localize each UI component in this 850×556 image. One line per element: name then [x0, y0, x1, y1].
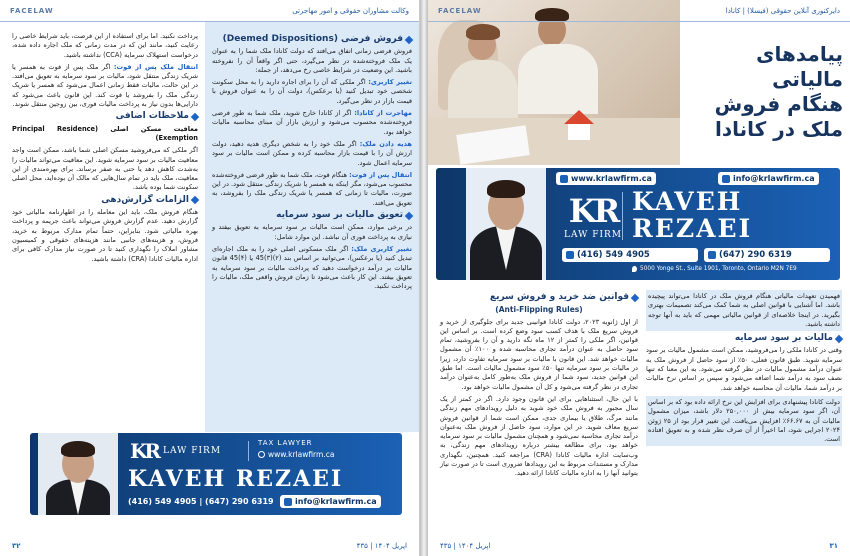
right-page-left-column — [440, 290, 638, 482]
diamond-bullet-icon — [631, 293, 639, 301]
left-header-brand: FACELAW — [10, 6, 54, 15]
paragraph: هنگام فروش ملک، باید این معامله را در اظهارنامه مالیاتی خود گزارش دهید. عدم گزارش فروش می‌تواند باعث جریمه و پرداخت بهره مالیاتی شود. بنابراین، حتماً تمام مدارک مربوط به خرید، فروش، و هزینه‌های جانبی مانند هزینه‌های حقوقی و کمیسیون مشاور املاک را نگهداری کنید تا در صورت نیاز مدارک کافی برای اداره مالیات کانادا (CRA) داشته باشید. — [12, 208, 198, 263]
email-pill[interactable]: info@krlawfirm.ca — [280, 495, 381, 508]
diamond-bullet-icon — [405, 211, 413, 219]
section-heading: تعویق مالیات بر سود سرمایه — [212, 211, 412, 220]
lawyer-name: KAVEH REZAEI — [128, 466, 344, 492]
lawyer-portrait — [38, 433, 118, 515]
website-link[interactable]: www.krlawfirm.ca — [258, 450, 334, 459]
paragraph: وقتی در کانادا ملکی را می‌فروشید، ممکن است مشمول مالیات بر سود سرمایه شوید. طبق قانون فعلی، ۵۰٪ از سود حاصل از فروش ملک به عنوان درآمد مشمول مالیات در نظر گرفته می‌شود. به این معنا که تنها نصف سود به درآمد شما اضافه می‌شود و سپس بر اساس نرخ مالیات بر درآمد شما، مالیات آن محاسبه خواهد شد. — [646, 346, 842, 392]
kr-logo: KR — [130, 439, 159, 463]
globe-icon — [560, 175, 568, 183]
paragraph: اگر ملکی که می‌فروشید مسکن اصلی شما باشد، ممکن است واجد معافیت مالیات بر سود سرمایه شوید. این معافیت می‌تواند مالیات را به‌شدت کاهش دهد یا حتی به صفر برساند. برای بهره‌مندی از این معافیت، ملک باید در تمام سال‌هایی که مالک آن بوده‌اید، محل اصلی سکونت شما بوده باشد. — [12, 146, 198, 192]
tax-lawyer-label: TAX LAWYER — [258, 439, 313, 447]
left-page-footer — [0, 536, 419, 556]
list-item: مهاجرت از کانادا: اگر از کانادا خارج شوید، ملک شما به طور فرضی فروخته‌شده محسوب می‌شود و ارزش بازار آن مبنای محاسبه مالیات خواهد بود. — [212, 109, 413, 136]
list-item: تغییر کاربری: اگر ملکی که آن را برای اجاره دارید را به محل سکونت شخصی خود تبدیل کنید (یا برعکس)، دولت آن را به عنوان فروش با قیمت بازار در نظر می‌گیرد. — [212, 78, 413, 105]
page-gutter — [420, 0, 428, 556]
phone-icon — [708, 251, 716, 259]
phone-pill-1[interactable]: (416) 549 4905 — [562, 248, 698, 262]
left-page-left-column — [12, 32, 198, 267]
left-page — [0, 0, 420, 556]
issue-label: اپریل ۱۴۰۴ | ۴۳۵ — [356, 542, 407, 550]
section-heading: مالیات بر سود سرمایه — [646, 334, 842, 343]
issue-label: اپریل ۱۴۰۴ | ۴۳۵ — [440, 542, 491, 550]
law-firm-ad-banner[interactable] — [30, 433, 402, 515]
paragraph: از اول ژانویه ۲۰۲۳، دولت کانادا قوانینی جدید برای جلوگیری از خرید و فروش سریع ملک با هدف کسب سود وضع کرده است. بر اساس این قوانین، اگر ملکی را کمتر از ۱۲ ماه نگه دارید و آن را بفروشید، تمام سود حاصل به عنوان درآمد تجاری محاسبه شده و ۱۰۰٪ آن مشمول مالیات خواهد شد. این قانون با مالیات بر سود سرمایه تفاوت دارد، زیرا در مالیات بر سود سرمایه تنها ۵۰٪ سود مشمول مالیات است. اما طبق این قوانین جدید، سود شما از فروش ملک به‌طور کامل به‌عنوان درآمد تجاری در نظر گرفته می‌شود و کل آن مشمول مالیات خواهد بود. — [440, 317, 639, 391]
right-page-footer — [428, 536, 850, 556]
email-pill[interactable]: info@krlawfirm.ca — [718, 172, 819, 185]
law-firm-ad-card[interactable] — [436, 168, 840, 280]
house-model-icon — [568, 122, 590, 140]
diamond-bullet-icon — [191, 196, 199, 204]
right-header-brand: FACELAW — [438, 6, 482, 15]
globe-icon — [258, 451, 265, 458]
couple-house-photo — [428, 0, 680, 165]
lawyer-name: KAVEH REZAEI — [632, 187, 753, 243]
right-page-header — [428, 0, 850, 22]
article-title: پیامدهای مالیاتی هنگام فروش ملک در کانادا — [714, 42, 843, 141]
phone-numbers[interactable]: (416) 549 4905 | (647) 290 6319 — [128, 497, 274, 506]
phone-pill-2[interactable]: (647) 290 6319 — [704, 248, 830, 262]
left-page-right-column — [212, 32, 412, 294]
left-page-header — [0, 0, 419, 22]
kr-logo: KR — [568, 192, 618, 230]
list-item: هدیه دادن ملک: اگر ملک خود را به شخص دیگری هدیه دهید، دولت ارزش آن را با قیمت بازار محاسبه کرده و ممکن است مالیات بر سود سرمایه اعمال شود. — [212, 139, 412, 167]
location-pin-icon — [632, 266, 637, 272]
lawyer-portrait — [466, 168, 546, 280]
intro-paragraph: فهمیدن تعهدات مالیاتی هنگام فروش ملک در کانادا می‌تواند پیچیده باشد. اما آشنایی با قوانین اصلی به شما کمک می‌کند تصمیمات بهتری بگیرید. در اینجا خلاصه‌ای از قوانین مالیاتی مهمی که باید به آنها توجه داشته باشید. — [646, 290, 842, 331]
list-item: تغییر کاربری ملک: اگر ملک مسکونی اصلی خود را به ملک اجاره‌ای تبدیل کنید (یا برعکس)، می‌توانید بر اساس بند (۲)(۳)45 یا (۴)45 قانون مالیات بر درآمد درخواست دهید که پرداخت مالیات بر سود سرمایه به تعویق بیفتد. این کار باعث می‌شود تا زمان فروش واقعی ملک، مالیات را پرداخت نکنید. — [212, 244, 413, 291]
phone-icon — [566, 251, 574, 259]
list-item: انتقال پس از فوت: هنگام فوت، ملک شما به طور فرضی فروخته‌شده محسوب می‌شود، مگر اینکه به همسر یا شریک زندگی منتقل شود. در این صورت، مالیات تا زمانی که همسر یا شریک زندگی ملک را بفروشد، به تعویق می‌افتد. — [212, 170, 412, 207]
paragraph: پرداخت نکنید. اما برای استفاده از این فرصت، باید شرایط خاصی را رعایت کنید، مانند این که در مدت زمانی که ملک اجاره داده شده، درخواست استهلاک سرمایه (CCA) نداشته باشید. — [12, 32, 198, 59]
email-icon — [722, 175, 730, 183]
section-heading: ملاحظات اضافی — [12, 112, 198, 121]
left-header-text: وکالت مشاوران حقوقی و امور مهاجرتی — [292, 6, 409, 15]
page-number: ۳۲ — [12, 542, 21, 550]
law-firm-label: LAW FIRM — [564, 230, 623, 240]
website-pill[interactable]: www.krlawfirm.ca — [556, 172, 656, 185]
section-heading: قوانین ضد خرید و فروش سریع — [440, 293, 638, 302]
law-firm-label: LAW FIRM — [163, 446, 222, 456]
right-header-text: دایرکتوری آنلاین حقوقی (فیسلا) | کانادا — [725, 6, 840, 15]
diamond-bullet-icon — [405, 35, 413, 43]
right-page — [428, 0, 850, 556]
email-icon — [284, 498, 292, 506]
list-item: انتقال ملک پس از فوت: اگر ملک پس از فوت به همسر یا شریک زندگی منتقل شود، مالیات بر سود سرمایه به تعویق می‌افتد. در این حالت، مالیات فقط زمانی اعمال می‌شود که همسر یا شریک زندگی ملک را بفروشد یا فوت کند. این قانون باعث می‌شود که دارایی‌ها بدون نیاز به پرداخت مالیات فوری، بین زوجین منتقل شوند. — [12, 62, 198, 109]
right-page-right-column — [646, 290, 842, 449]
diamond-bullet-icon — [835, 335, 843, 343]
paragraph: دولت کانادا پیشنهادی برای افزایش این نرخ ارائه داده بود که بر اساس آن، اگر سود سرمایه بیش از ۲۵۰,۰۰۰ دلار باشد، میزان مشمول مالیات آن به ۶۶.۶۷٪ افزایش می‌یافت. این تغییر قرار بود از ۲۵ ژوئن ۲۰۲۴ اجرایی شود، اما اخیراً از آن صرف نظر شده و به تعویق افتاده است. — [646, 396, 842, 446]
office-address: 5000 Yonge St., Suite 1901, Toronto, Ontario M2N 7E9 — [632, 266, 797, 272]
section-heading: فروش فرضی (Deemed Dispositions) — [212, 35, 412, 44]
paragraph: با این حال، استثناهایی برای این قانون وجود دارد. اگر در کمتر از یک سال مجبور به فروش ملک خود شوید به دلیل رویدادهای مهم زندگی مانند مرگ، طلاق یا بیماری جدی، ممکن است شما از قوانین فروش سریع معاف شوید. در این موارد، سود حاصل از فروش ملک به‌عنوان درآمد تجاری محاسبه نمی‌شود و همچنان مشمول مالیات بر سود سرمایه خواهد بود. برای مطالعه بیشتر درباره رویدادهای مهم زندگی، به وب‌سایت اداره مالیات کانادا (CRA) مراجعه کنید. همچنین، نگهداری مدارک و مستندات مربوط به این رویدادها ضروری است تا در صورت نیاز بتوانید آنها را به اداره مالیات کانادا ارائه دهید. — [440, 394, 638, 478]
paragraph: فروش فرضی زمانی اتفاق می‌افتد که دولت کانادا ملک شما را به عنوان یک ملک فروخته‌شده در نظر می‌گیرد، حتی اگر واقعاً آن را نفروخته باشید. این وضعیت در شرایط خاصی رخ می‌دهد، از جمله: — [212, 47, 412, 74]
diamond-bullet-icon — [191, 113, 199, 121]
page-number: ۳۱ — [829, 542, 838, 550]
section-heading: الزامات گزارش‌دهی — [12, 196, 198, 205]
heading-english: (Anti-Flipping Rules) — [495, 305, 583, 315]
subheading: معافیت مسکن اصلی (Principal Residence Exemption) — [12, 124, 199, 142]
paragraph: در برخی موارد، ممکن است مالیات بر سود سرمایه به تعویق بیفتد و نیازی به پرداخت فوری آن نباشد. این موارد شامل: — [212, 223, 412, 241]
